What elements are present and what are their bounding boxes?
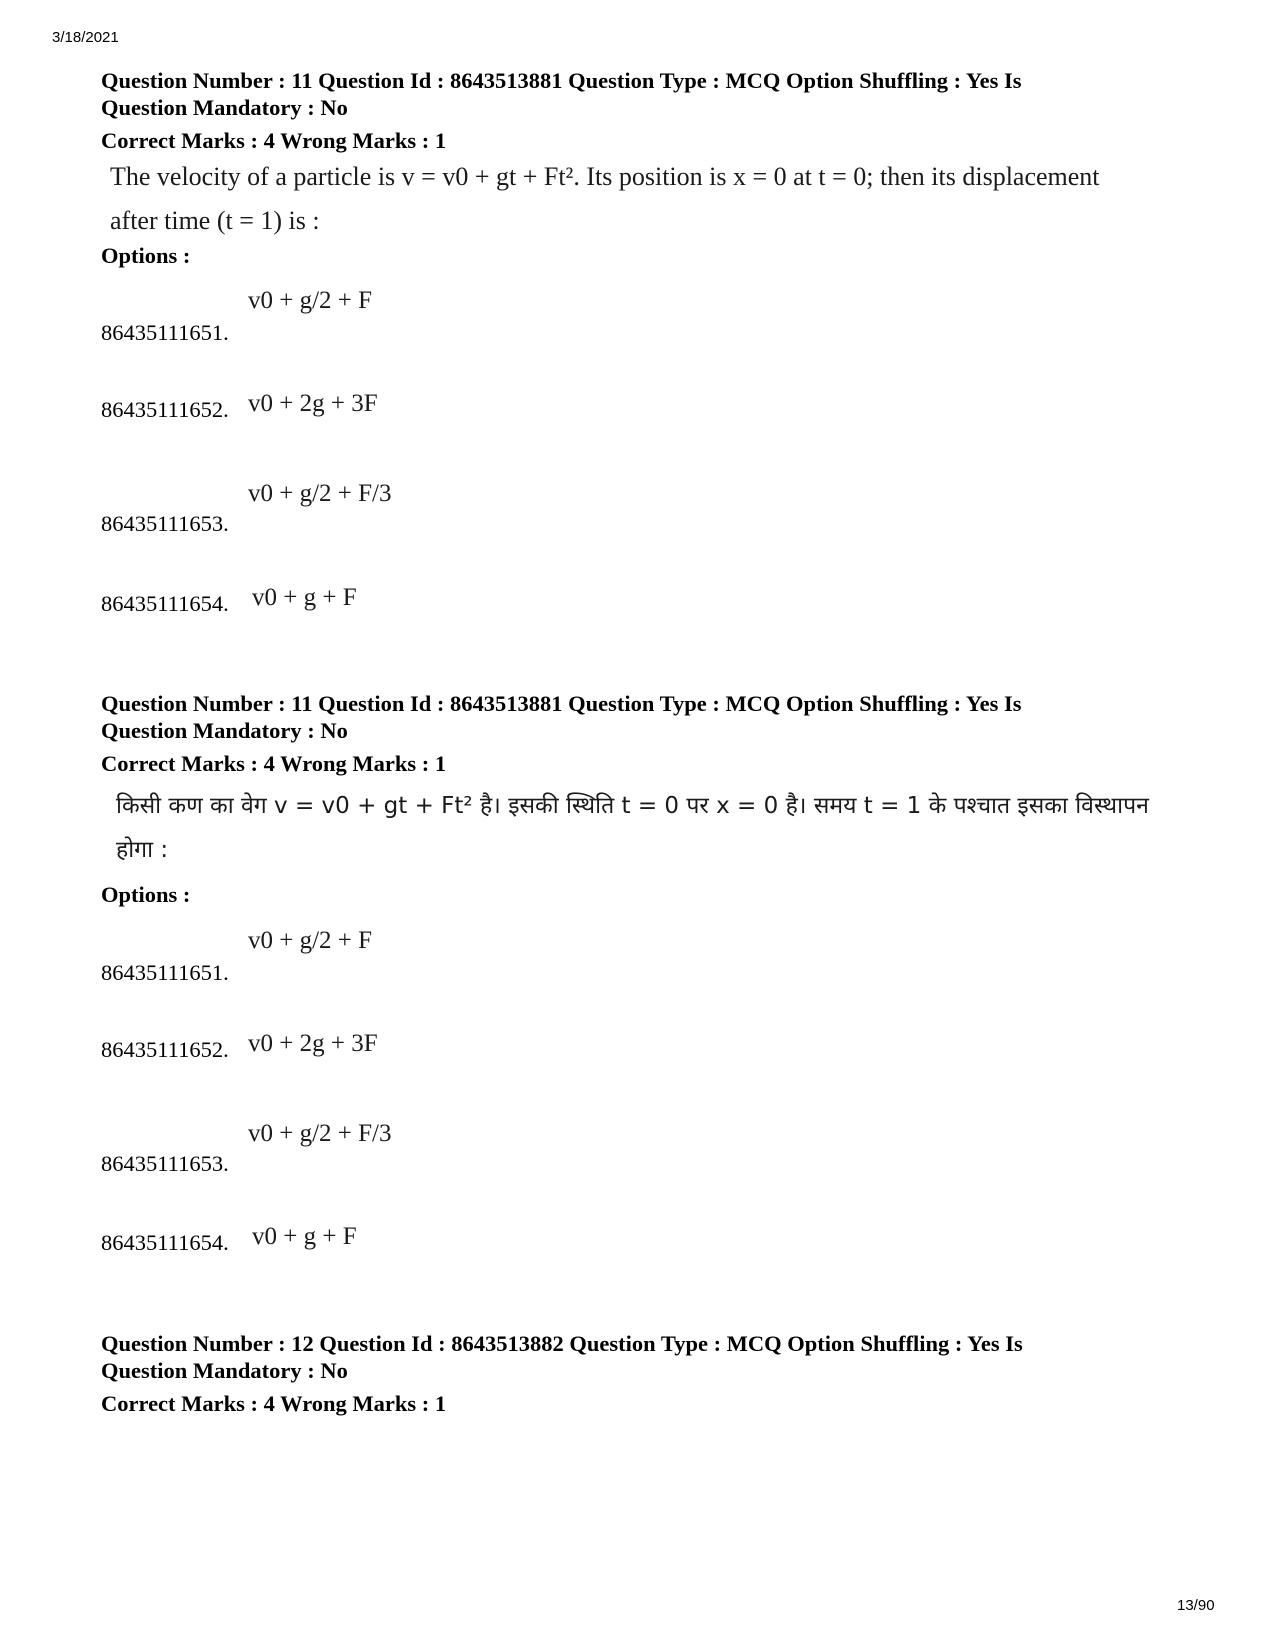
question-marks: Correct Marks : 4 Wrong Marks : 1 xyxy=(101,128,447,153)
option-formula: v0 + g + F xyxy=(252,1223,357,1250)
question-text-hindi xyxy=(116,784,1149,872)
page-number: 13/90 xyxy=(1177,1597,1215,1614)
question-header-line2: Question Mandatory : No xyxy=(101,1358,348,1383)
question-marks: Correct Marks : 4 Wrong Marks : 1 xyxy=(101,1391,447,1416)
question-header-line1: Question Number : 11 Question Id : 8643513881 Question Type : MCQ Option Shuffling : Yes Is xyxy=(101,691,1022,716)
option-id: 86435111653. xyxy=(101,511,229,536)
option-id: 86435111654. xyxy=(101,1230,229,1255)
option-id: 86435111651. xyxy=(101,960,229,985)
question-header-11 xyxy=(101,67,1181,154)
question-header-line2: Question Mandatory : No xyxy=(101,95,348,120)
options-label: Options : xyxy=(101,882,191,907)
options-label: Options : xyxy=(101,243,191,268)
option-formula: v0 + g/2 + F/3 xyxy=(248,1120,392,1147)
option-formula: v0 + g/2 + F/3 xyxy=(248,480,392,507)
option-formula: v0 + g/2 + F xyxy=(248,287,373,314)
question-text-line2: होगा : xyxy=(116,837,169,863)
option-formula: v0 + g + F xyxy=(252,584,357,611)
question-header-line2: Question Mandatory : No xyxy=(101,718,348,743)
question-text-english xyxy=(110,155,1100,243)
question-header-11-hindi xyxy=(101,690,1181,777)
option-formula: v0 + 2g + 3F xyxy=(248,1030,378,1057)
question-text-line2: after time (t = 1) is : xyxy=(110,206,320,235)
print-date: 3/18/2021 xyxy=(52,29,119,46)
question-header-line1: Question Number : 11 Question Id : 8643513881 Question Type : MCQ Option Shuffling : Yes Is xyxy=(101,68,1022,93)
question-marks: Correct Marks : 4 Wrong Marks : 1 xyxy=(101,751,447,776)
question-header-12 xyxy=(101,1330,1181,1417)
option-id: 86435111654. xyxy=(101,591,229,616)
question-text-line1: किसी कण का वेग v = v0 + gt + Ft² है। इसकी स्थिति t = 0 पर x = 0 है। समय t = 1 के पश्चात इसका विस्थापन xyxy=(116,793,1149,819)
option-formula: v0 + 2g + 3F xyxy=(248,390,378,417)
question-text-line1: The velocity of a particle is v = v0 + gt + Ft². Its position is x = 0 at t = 0; then its displacement xyxy=(110,162,1100,191)
option-id: 86435111652. xyxy=(101,397,229,422)
question-header-line1: Question Number : 12 Question Id : 8643513882 Question Type : MCQ Option Shuffling : Yes Is xyxy=(101,1331,1023,1356)
option-id: 86435111652. xyxy=(101,1037,229,1062)
option-formula: v0 + g/2 + F xyxy=(248,927,373,954)
option-id: 86435111651. xyxy=(101,320,229,345)
option-id: 86435111653. xyxy=(101,1151,229,1176)
